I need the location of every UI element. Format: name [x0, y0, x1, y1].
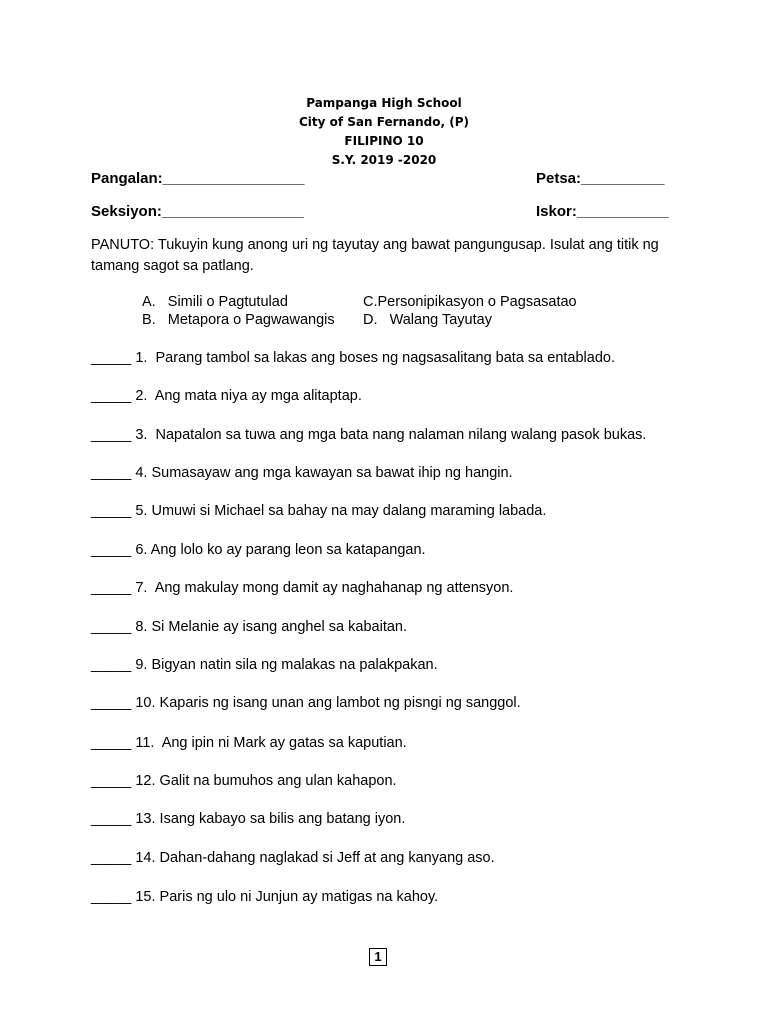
choice-a: A. Simili o Pagtutulad	[142, 294, 288, 310]
date-field: Petsa:__________	[536, 170, 665, 187]
question-item: _____ 5. Umuwi si Michael sa bahay na may dalang maraming labada.	[91, 503, 547, 519]
instructions: PANUTO: Tukuyin kung anong uri ng tayutay ang bawat pangungusap. Isulat ang titik ng tamang sagot sa patlang.	[91, 237, 659, 274]
question-item: _____ 7. Ang makulay mong damit ay naghahanap ng attensyon.	[91, 580, 514, 596]
school-name: Pampanga High School	[306, 96, 462, 110]
school-city: City of San Fernando, (P)	[298, 115, 470, 129]
question-item: _____ 11. Ang ipin ni Mark ay gatas sa kaputian.	[91, 735, 407, 751]
choice-b: B. Metapora o Pagwawangis	[142, 312, 335, 328]
question-item: _____ 13. Isang kabayo sa bilis ang batang iyon.	[91, 811, 406, 827]
question-item: _____ 3. Napatalon sa tuwa ang mga bata nang nalaman nilang walang pasok bukas.	[91, 427, 647, 443]
subject-title: FILIPINO 10	[344, 134, 424, 148]
school-year: S.Y. 2019 -2020	[331, 153, 437, 167]
question-item: _____ 9. Bigyan natin sila ng malakas na palakpakan.	[91, 657, 438, 673]
question-item: _____ 8. Si Melanie ay isang anghel sa kabaitan.	[91, 619, 407, 635]
score-field: Iskor:___________	[536, 203, 669, 220]
question-item: _____ 4. Sumasayaw ang mga kawayan sa bawat ihip ng hangin.	[91, 465, 513, 481]
question-item: _____ 1. Parang tambol sa lakas ang boses ng nagsasalitang bata sa entablado.	[91, 350, 615, 366]
question-item: _____ 6. Ang lolo ko ay parang leon sa katapangan.	[91, 542, 426, 558]
name-field: Pangalan:_________________	[91, 170, 305, 187]
section-field: Seksiyon:_________________	[91, 203, 304, 220]
question-item: _____ 14. Dahan-dahang naglakad si Jeff at ang kanyang aso.	[91, 850, 495, 866]
question-item: _____ 10. Kaparis ng isang unan ang lambot ng pisngi ng sanggol.	[91, 695, 521, 711]
question-item: _____ 15. Paris ng ulo ni Junjun ay matigas na kahoy.	[91, 889, 439, 905]
choice-c: C.Personipikasyon o Pagsasatao	[363, 294, 577, 310]
question-item: _____ 2. Ang mata niya ay mga alitaptap.	[91, 388, 362, 404]
choice-d: D. Walang Tayutay	[363, 312, 492, 328]
question-item: _____ 12. Galit na bumuhos ang ulan kahapon.	[91, 773, 397, 789]
page-number: 1	[369, 948, 387, 966]
